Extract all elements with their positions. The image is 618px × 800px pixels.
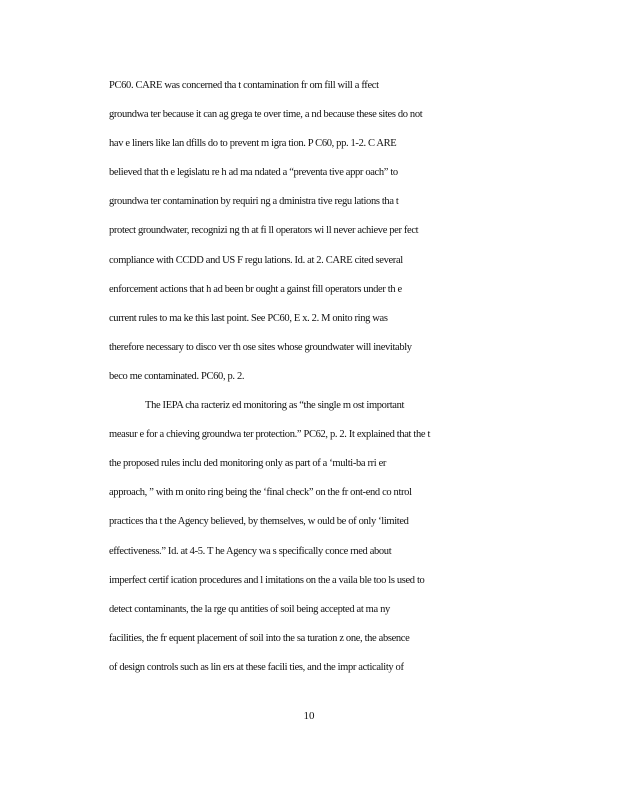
page-number: 10 [303, 710, 315, 722]
text-line: imperfect certif ication procedures and l imitations on the a vaila ble too ls used to [109, 574, 425, 586]
text-line: practices tha t the Agency believed, by themselves, w ould be of only ‘limited [109, 516, 409, 528]
text-line: compliance with CCDD and US F regu lations. Id. at 2. CARE cited several [109, 254, 403, 266]
text-line: effectiveness.” Id. at 4-5. T he Agency wa s specifically conce rned about [109, 545, 392, 557]
text-line: facilities, the fr equent placement of soil into the sa turation z one, the absence [109, 632, 410, 644]
text-line: believed that th e legislatu re h ad ma ndated a “preventa tive appr oach” to [109, 167, 398, 179]
text-line: enforcement actions that h ad been br ought a gainst fill operators under th e [109, 283, 402, 295]
text-line: current rules to ma ke this last point. See PC60, E x. 2. M onito ring was [109, 312, 388, 324]
text-line: measur e for a chieving groundwa ter protection.” PC62, p. 2. It explained that the t [109, 429, 431, 441]
text-line: groundwa ter contamination by requiri ng a dministra tive regu lations tha t [109, 196, 399, 208]
text-line: the proposed rules inclu ded monitoring only as part of a ‘multi-ba rri er [109, 458, 387, 470]
text-line: hav e liners like lan dfills do to prevent m igra tion. P C60, pp. 1-2. C ARE [109, 138, 397, 150]
body-text [109, 71, 539, 682]
text-line: approach, ” with m onito ring being the ‘final check” on the fr ont-end co ntrol [109, 487, 412, 499]
text-line: groundwa ter because it can ag grega te over time, a nd because these sites do not [109, 109, 423, 121]
text-line: therefore necessary to disco ver th ose sites whose groundwater will inevitably [109, 341, 412, 353]
text-line: of design controls such as lin ers at these facili ties, and the impr acticality of [109, 661, 404, 673]
text-line: beco me contaminated. PC60, p. 2. [109, 370, 245, 382]
text-line: PC60. CARE was concerned tha t contamination fr om fill will a ffect [109, 80, 379, 91]
paragraph-first-line: The IEPA cha racteriz ed monitoring as “the single m ost important [145, 400, 405, 412]
text-line: detect contaminants, the la rge qu antities of soil being accepted at ma ny [109, 603, 390, 615]
text-line: protect groundwater, recognizi ng th at fi ll operators wi ll never achieve per fect [109, 225, 419, 237]
